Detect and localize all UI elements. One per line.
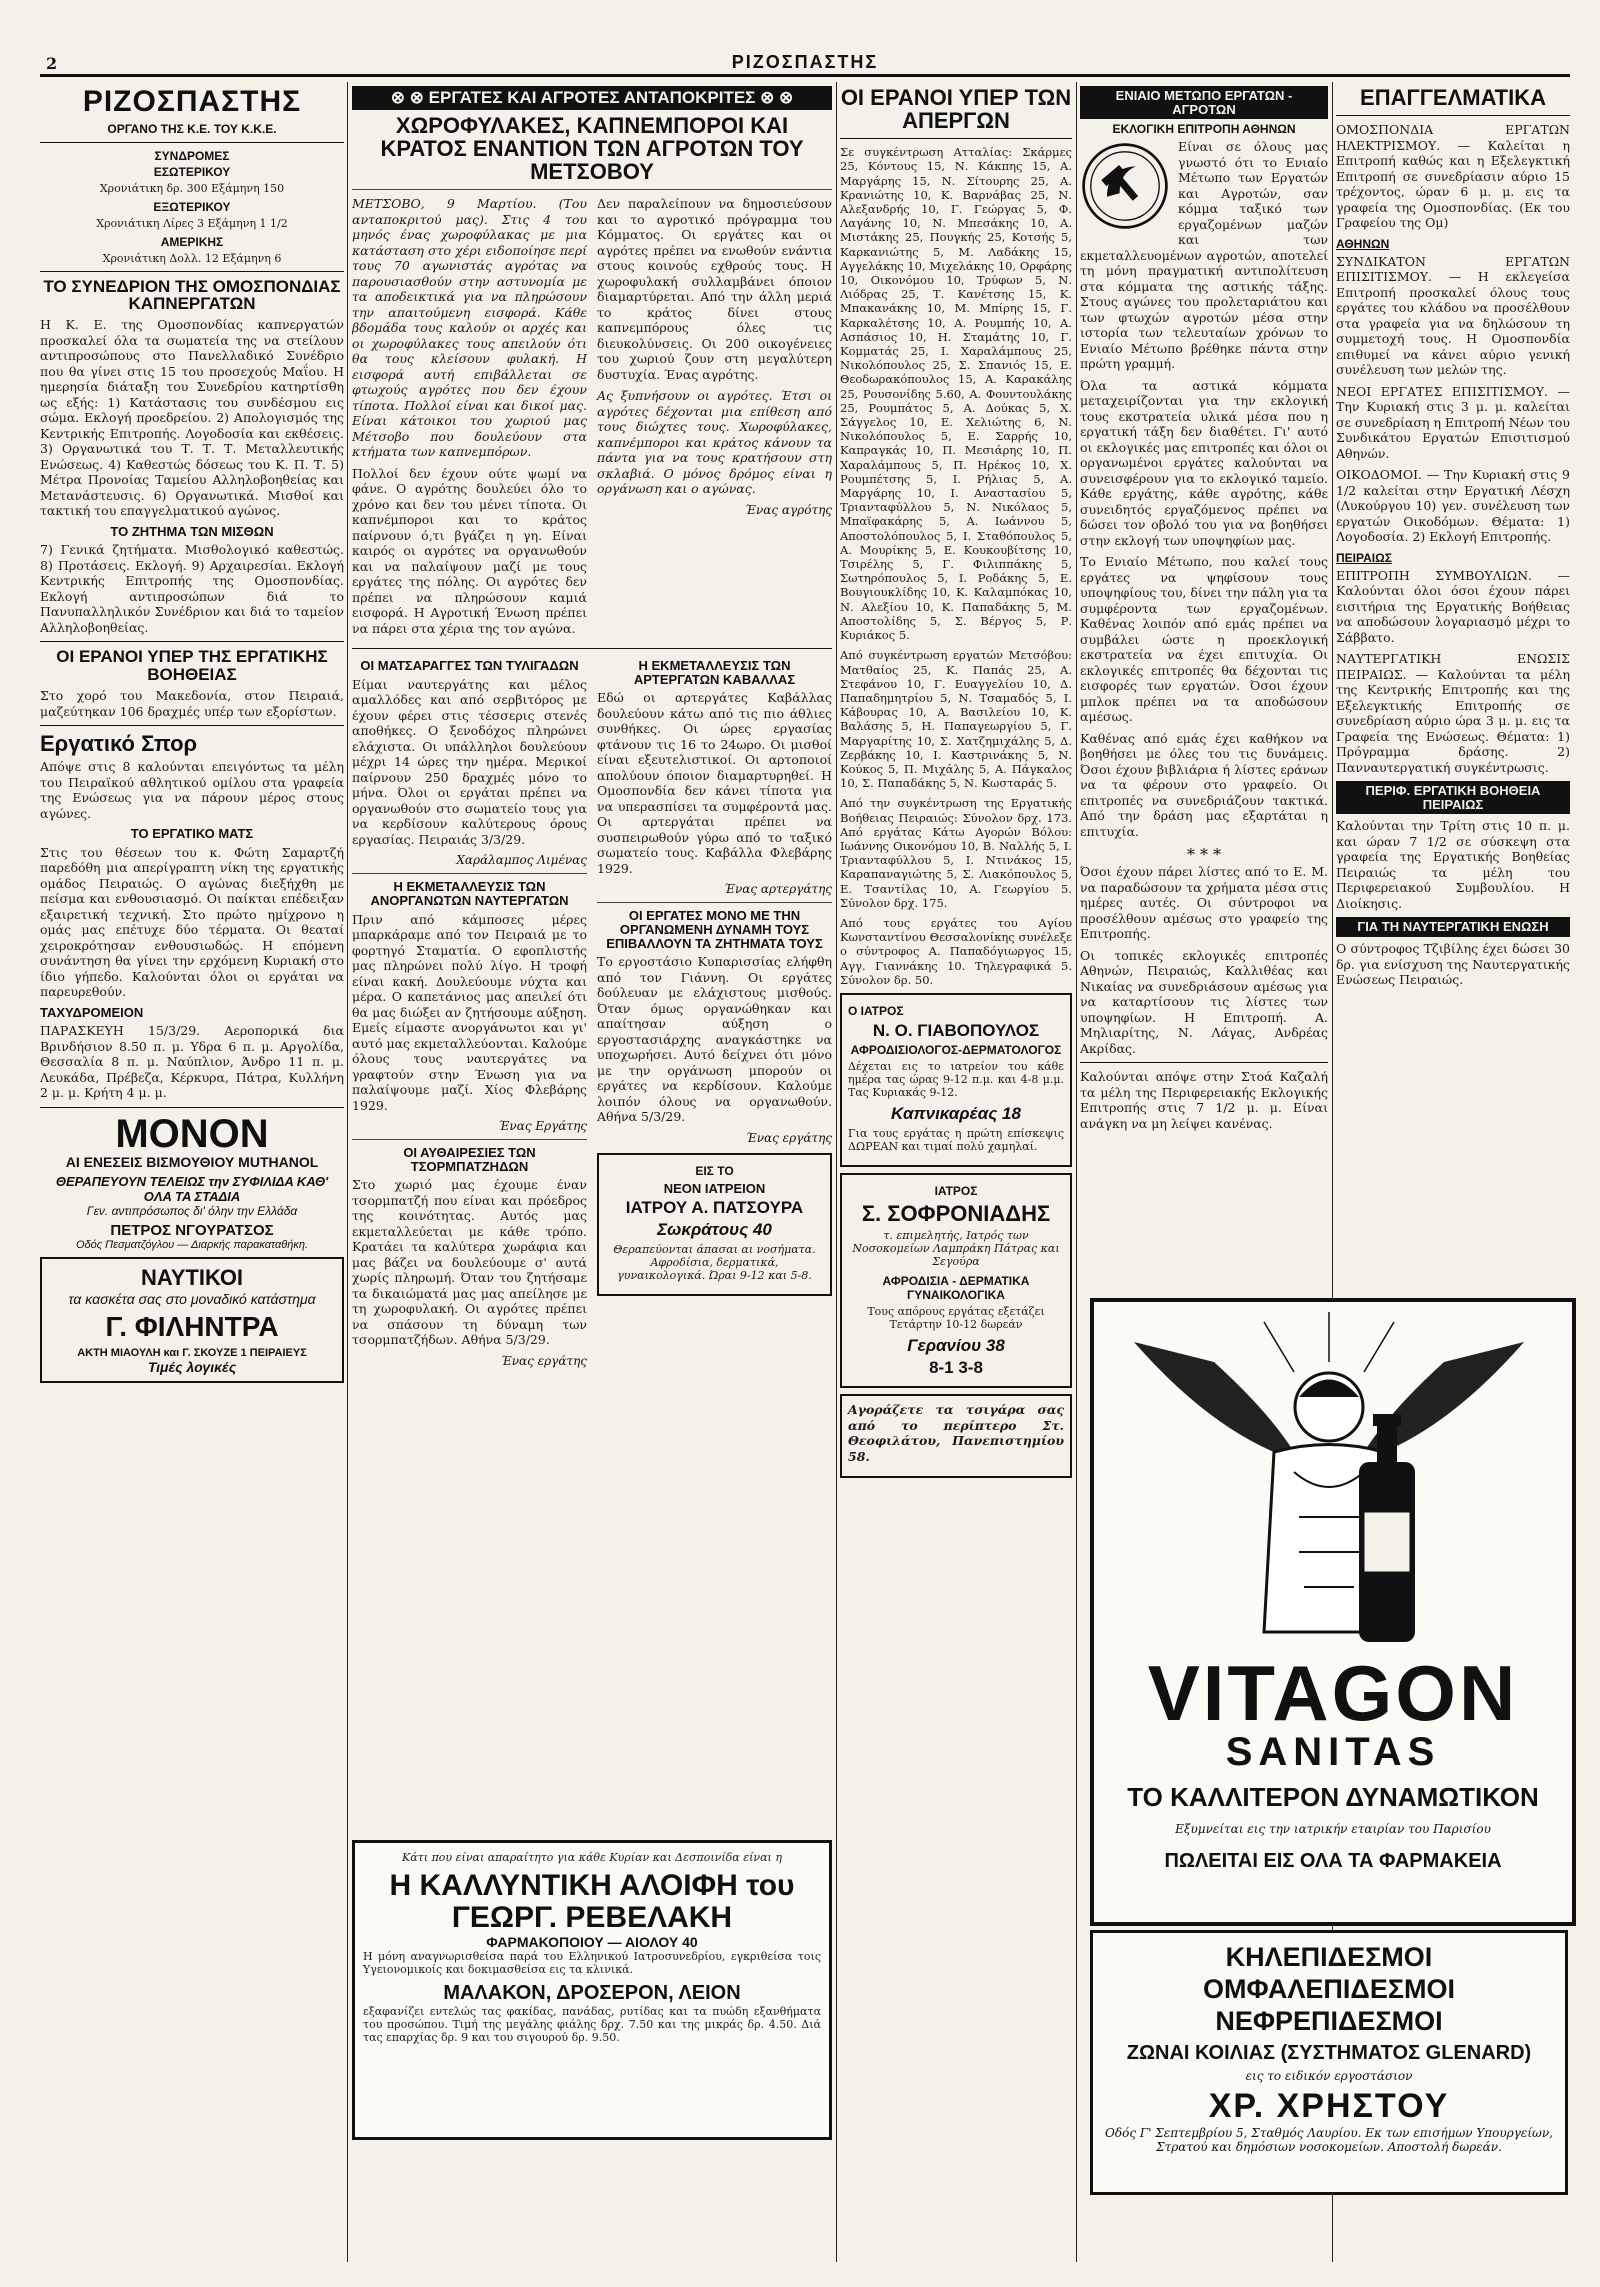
article-heading: ΤΟ ΣΥΝΕΔΡΙΟΝ ΤΗΣ ΟΜΟΣΠΟΝΔΙΑΣ ΚΑΠΝΕΡΓΑΤΩΝ [43,276,341,314]
signature: Ένας αγρότης [745,502,832,517]
section-heading: ΕΠΑΓΓΕΛΜΑΤΙΚΑ [1360,85,1546,110]
vitagon-ad [1090,1298,1576,1926]
ad-text: ΑΙ ΕΝΕΣΕΙΣ ΒΙΣΜΟΥΘΙΟΥ MUTHANOL [65,1153,319,1170]
truss-ad [1090,1930,1568,2195]
ad-text: Τιμές λογικές [147,1358,237,1375]
ad-text: Γερανίου 38 [907,1335,1005,1355]
article-body: Πολλοί δεν έχουν ούτε ψωμί να φάνε. Ο αγρότης δουλεύει όλο το χρόνο και δεν του μένει τίποτα. Οι καπνέμποροι και το κράτος παίρνουν ό,τι βγάζει η γη. Είναι καιρός οι αγρότες να οργανωθούν και να παλαίψουν μαζί με τους εργάτες της πόλης. Οι αγρότες δεν πρέπει να πληρώσουν καμιά εισφορά. Η Αγροτική Ένωση πρέπει να πάρει στα χέρια της τον αγώνα. [352,465,587,636]
kiosk-ad [840,1394,1072,1478]
ad-text: ΑΚΤΗ ΜΙΑΟΥΛΗ και Γ. ΣΚΟΥΖΕ 1 ΠΕΙΡΑΙΕΥΣ [77,1346,307,1359]
ad-text: ΖΩΝΑΙ ΚΟΙΛΙΑΣ (ΣΥΣΤΗΜΑΤΟΣ GLENARD) [1126,2042,1532,2064]
notice-body: ΝΕΟΙ ΕΡΓΑΤΕΣ ΕΠΙΣΙΤΙΣΜΟΥ. — Την Κυριακή στις 3 μ. μ. καλείται σε συνεδρίαση η Επιτροπή Νέων του Συνδικάτου Εργατών Επισιτισμού Αθηνών. [1336,383,1570,461]
ad-text: ΝΕΟΝ ΙΑΤΡΕΙΟΝ [663,1180,766,1196]
column-rule [347,82,348,2262]
signature: Ένας εργάτης [500,1353,587,1368]
donation-list: Από την συγκέντρωση της Εργατικής Βοήθειας Πειραιώς: Σύνολον δρχ. 173. Από εργάτας Κάτω Αγορών Βόλου: Ιωάννης Οικονόμου 10, Β. Ναλλής 5, Ι. Τριανταφύλλου 5, Ι. Ντινάκος 15, Καραπαναγιώτης 5, Σ. Λιακόπουλος 5, Ε. Τσαντίλας 10, Α. Γεωργίου 5. Σύνολον δρχ. 175. [840,796,1072,910]
notice-body: ΝΑΥΤΕΡΓΑΤΙΚΗ ΕΝΩΣΙΣ ΠΕΙΡΑΙΩΣ. — Καλούνται τα μέλη της Κεντρικής Επιτροπής και της Εξελεγκτικής Επιτροπής σε συνεδρίαση αύριο ώρα 3 μ. μ. εις τα Γραφεία της Ενώσεως. Θέματα: 1) Πρόγραμμα δράσης. 2) Πανναυτεργατική συγκέντρωσις. [1336,651,1570,775]
subscriptions-heading: ΣΥΝΔΡΟΜΕΣ [154,148,230,163]
article-heading: ΤΑΧΥΔΡΟΜΕΙΟΝ [40,1004,144,1020]
column-3 [840,82,1072,2262]
article-body: ΜΕΤΣΟΒΟ, 9 Μαρτίου. (Του ανταποκριτού μας). Στις 4 του μηνός ένας χωροφύλακας με μια κατάσταση στο χέρι ειδοποίησε περί τους 70 αγωνιστάς αγρότας να παρουσιασθούν στην αστυνομία με τα αποδεικτικά για να πληρώσουν την απαιτούμενη εισφορά. Κάθε βδομάδα τους καλούν οι αρχές και οι χωροφύλακες τους απειλούν ότι θα τους κλείσουν φυλακή. Η εισφορά αυτή επιβάλλεται σε φτωχούς αγρότες που δεν έχουν τίποτα. Πολλοί είναι και δικοί μας. Είναι κάτοικοι του χωριού μας Μέτσοβο που δουλεύουν στα κτήματα των καπνεμπόρων. [352,196,587,460]
athlete-illustration [1094,1302,1564,1652]
signature: Ένας εργάτης [745,1130,832,1145]
section-subheading: ΠΕΙΡΑΙΩΣ [1336,550,1392,565]
ad-text: εις το ειδικόν εργοστάσιον [1245,2069,1413,2083]
notice-body: ΟΜΟΣΠΟΝΔΙΑ ΕΡΓΑΤΩΝ ΗΛΕΚΤΡΙΣΜΟΥ. — Καλείται η Επιτροπή καθώς και η Εξελεγκτική Επιτροπή σε συνεδρίασιν αύριο 15 τρέχοντος, ώραν 6 μ. μ. εις τα γραφεία της Ομοσπονδίας. (Εκ του Γραφείου της Ομ) [1336,122,1570,231]
subs-abroad-text: Χρονιάτικη Λίρες 3 Εξάμηνη 1 1/2 [96,216,288,230]
section-heading: ΟΙ ΕΡΑΝΟΙ ΥΠΕΡ ΤΩΝ ΑΠΕΡΓΩΝ [840,85,1072,134]
article-body: Όσοι έχουν πάρει λίστες από το Ε. Μ. να παραδώσουν τα χρήματα μέσα στις ημέρες αυτές. Οι σύντροφοι να προσέλθουν αμέσως στο γραφείο της Επιτροπής. [1080,864,1328,942]
separator-stars: * * * [1186,845,1222,865]
ad-text: Αγοράζετε τα τσιγάρα σας από το περίπτερο Στ. Θεοφιλάτου, Πανεπιστημίου 58. [848,1402,1064,1464]
column-rule [836,82,837,2262]
ad-text: Οδός Γ' Σεπτεμβρίου 5, Σταθμός Λαυρίου. Εκ των επισήμων Υπουργείων, Στρατού και δημόσιων νοσοκομείων. Αποστολή δωρεάν. [1105,2126,1553,2154]
ad-text: ΠΩΛΕΙΤΑΙ ΕΙΣ ΟΛΑ ΤΑ ΦΑΡΜΑΚΕΙΑ [1164,1850,1502,1872]
article-body: Καλούνται απόψε στην Στοά Καζαλή τα μέλη της Περιφερειακής Εκλογικής Επιτροπής στις 7 1/2 μ. μ. Είναι ανάγκη να μη λείψει κανένας. [1080,1069,1328,1131]
section-subheading: ΕΚΛΟΓΙΚΗ ΕΠΙΤΡΟΠΗ ΑΘΗΝΩΝ [1112,122,1296,137]
ad-text: Κάτι που είναι απαραίτητο για κάθε Κυρίαν και Δεσποινίδα είναι η [402,1851,782,1864]
donation-list: Σε συγκέντρωση Ατταλίας: Σκάρμες 25, Κόντους 15, Ν. Κάκπης 15, Α. Μαργάρης 15, Ν. Σίτουρης 25, Α. Κρανιώτης 10, Κ. Βαρνάβας 25, Ν. Αλεξανδρής 10, Γ. Γεώργας 5, Φ. Λαγάνης 10, Ν. Μπεσάκης 10, Α. Μιστάκης 25, Πουγκής 25, Κοτσής 5, Καρκανιώτης 5, Μ. Λαδάκης 15, Αγγελάκης 10, Μιχελάκης 10, Ορφάρης 10, Οικονόμου 10, Τρύφων 5, Ν. Λιόδρας 25, Τ. Κανέτσης 15, Κ. Μπακανάκης 10, Μ. Μπίρης 15, Γ. Καρκαλέτσης 10, Α. Ρουμπής 10, Α. Ασπάσιος 10, Η. Σταμάτης 10, Γ. Κομματάς 25, Ι. Χαραλάμπους 25, Νικολόπουλος 25, Σ. Σπανιός 15, Ε. Θεοδωρακόπουλος 15, Α. Καρακάλης 25, Ρουσονίδης 5.60, Α. Φουντουλάκης 25, Ρουμπάτος 5, Α. Δούκας 5, Χ. Σάγγελος 10, Ε. Χελιώτης 6, Ν. Νικολόπουλος 5, Ε. Σαρρής 10, Καπραγκάς 10, Π. Μεσιάρης 10, Π. Χαραλάμπους 5, Π. Ηρέκος 10, Χ. Ρουμπέτσης 5, Ι. Ρήλιας 5, Α. Μαργάρης 10, Ι. Αναστασίου 5, Τριανταφύλλου 5, Ν. Νικόλαος 5, Μπαϊφακάρης 5, Α. Ιωάννου 5, Αποστολόπουλος 5, Ι. Σταθόπουλος 5, Α. Μουρίκης 5, Ε. Κουκουβίτσης 10, Τσιρέλης 5, Γ. Φιλιππάκης 5, Σωτηρόπουλος 5, Ι. Ροδάκης 5, Ε. Βουγιουκλίδης 10, Κ. Καλαμπόκας 10, Ν. Αλεξίου 10, Κ. Παπαδάκης 5, Μ. Αποστολίδης 5, Σ. Βέργος 5, Ρ. Κυριάκος 5. [840,145,1072,643]
article-body: Καθένας από εμάς έχει καθήκον να βοηθήσει με όλες του τις δυνάμεις. Όσοι έχουν βιβλιάρια ή λίστες εράνων να τα φέρουν στο γραφείο. Οι επιτροπές να συνεδριάζουν τακτικά. Από την δράση μας εξαρτάται η επιτυχία. [1080,730,1328,839]
article-body: Η Κ. Ε. της Ομοσπονδίας καπνεργατών προσκαλεί όλα τα σωματεία της να στείλουν αντιπροσώπους στο Πανελλαδικό Συνέδριο που θα γίνει στις 15 του προσεχούς Μαΐου. Η ημερησία διάταξη του Συνεδρίου κατηρτίσθη ως εξής: 1) Κατάστασις του συνδέσμου εις σώμα. Εκλογή προεδρείου. 2) Απολογισμός της Κεντρικής Επιτροπής. Λογοδοσία και εκθέσεις. 3) Οργανωτικά του Τ. Τ. Τ. Μεταλλευτικής Ενώσεως. 4) Καθεστώς δόσεως του Κ. Π. Τ. 5) Μέτρα Προνοίας Ταμείου Αλληλοβοηθείας και Μετανάστευσις. 6) Οργανωτικά. Μισθοί και τακτική του επαγγελματικού αγώνος. [40,317,344,519]
article-body: Το Ενιαίο Μέτωπο, που καλεί τους εργάτες να ψηφίσουν τους υποψηφίους του, δίνει την πάλη για τα συμφέροντα των εργαζομένων. Καθένας λοιπόν από εμάς πρέπει να συμβάλει ώστε η προεκλογική εκστρατεία να έχει επιτυχία. Οι εκλογικές επιτροπές θα δέχονται τις εισφορές των εργατών. Όσοι έχουν μπλοκ πρέπει να τα αποδώσουν αμέσως. [1080,554,1328,725]
ad-text: ΟΜΦΑΛΕΠΙΔΕΣΜΟΙ [1202,1974,1456,2004]
article-body: Είμαι ναυτεργάτης και μέλος αμαλλόδες και από σερβιτόρος με έχουν φέρει στις τέσσερις στενές αποθήκες. Ο ξενοδόχος πληρώνει ελάχιστα. Οι υπάλληλοι δουλεύουν μέχρι 14 ώρες την ημέρα. Μερικοί παίρνουν 250 δραχμές μόνο το μήνα. Όλοι οι εργάται πρέπει να οργανωθούν στο σωματείο τους για να κερδίσουν καλύτερους όρους εργασίας. Πειραιάς 3/3/29. [352,676,587,847]
ad-text: ΦΑΡΜΑΚΟΠΟΙΟΥ — ΑΙΟΛΟΥ 40 [486,1934,698,1950]
subs-inland-label: ΕΣΩΤΕΡΙΚΟΥ [153,164,231,179]
ad-text: ΑΦΡΟΔΙΣΙΟΛΟΓΟΣ-ΔΕΡΜΑΤΟΛΟΓΟΣ [850,1042,1062,1057]
ad-text: ΝΑΥΤΙΚΟΙ [140,1264,244,1290]
ad-text: Γ. ΦΙΛΗΝΤΡΑ [105,1310,279,1342]
notice-body: Ο σύντροφος Τζιβίλης έχει δώσει 30 δρ. για ενίσχυση της Ναυτεργατικής Ενώσεως Πειραιώς. [1336,941,1570,988]
main-headline: ΧΩΡΟΦΥΛΑΚΕΣ, ΚΑΠΝΕΜΠΟΡΟΙ ΚΑΙ ΚΡΑΤΟΣ ΕΝΑΝΤΙΟΝ ΤΩΝ ΑΓΡΟΤΩΝ ΤΟΥ ΜΕΤΣΟΒΟΥ [380,112,804,185]
article-body: Το εργοστάσιο Κυπαρισσίας ελήφθη από τον Γιάννη. Οι εργάτες δούλευαν με ελάχιστους μισθούς. Όταν όμως οργανώθηκαν και απαίτησαν αύξηση ο εργοστασιάρχης αναγκάστηκε να υποχωρήσει. Αυτό δείχνει ότι μόνο με την οργάνωση μπορούν οι εργάτες να κερδίσουν. Καλούμε λοιπόν όλους να οργανωθούν. Αθήνα 5/3/29. [597,954,832,1125]
notice-body: ΟΙΚΟΔΟΜΟΙ. — Την Κυριακή στις 9 1/2 καλείται στην Εργατική Λέσχη (Λυκούργου 10) γεν. συνέλευση των εργατών Οικοδόμων. Θέματα: 1) Λογοδοσία. 2) Εκλογή Επιτροπής. [1336,467,1570,545]
article-body: Είναι σε όλους μας γνωστό ότι το Ενιαίο Μέτωπο των Εργατών και Αγροτών, σαν κόμμα ταξικό των εργαζομένων μαζών και των εκμεταλλευομένων αγροτών, αποτελεί τη μόνη πραγματική αντιπολίτευση στα κόμματα της αστικής τάξης. Στους αγώνες του προλεταριάτου και των φτωχών αγροτών μέσα στην ιστορία των τελευταίων χρόνων το Ενιαίο Μέτωπο βρέθηκε πάντα στην πρώτη γραμμή. [1080,139,1328,372]
ad-text: ΙΑΤΡΟΥ Α. ΠΑΤΣΟΥΡΑ [625,1198,804,1218]
column-rule [1076,82,1077,2262]
doctor-ad [840,993,1072,1167]
filintra-ad [40,1257,344,1383]
signature: Ένας αρτεργάτης [724,882,832,897]
article-body: Ας ξυπνήσουν οι αγρότες. Έτσι οι αγρότες δέχονται μια επίθεση από τους διώχτες τους. Χωροφύλακες, καπνέμποροι και κράτος κάνουν τα πάντα για να τους κρατήσουν στη σκλαβιά. Ο μόνος δρόμος είναι η οργάνωση και ο αγώνας. [597,388,832,497]
ad-text: τα κασκέτα σας στο μοναδικό κατάστημα [68,1290,316,1307]
masthead-bar [40,52,1570,77]
brand-line-2: SANITAS [1225,1730,1441,1774]
ad-text: Καπνικαρέας 18 [891,1103,1021,1123]
article-heading: Η ΕΚΜΕΤΑΛΛΕΥΣΙΣ ΤΩΝ ΑΝΟΡΓΑΝΩΤΩΝ ΝΑΥΤΕΡΓΑΤΩΝ [370,879,569,908]
ad-text: ΕΙΣ ΤΟ [695,1163,734,1178]
donation-list: Από τους εργάτες του Αγίου Κωνσταντίνου Θεσσαλονίκης συνέλεξε ο σύντροφος Α. Παπαδόγιωργος 15, Αγγ. Γιαννάκης 10. Τηλεγραφικά 5. Σύνολον δρ. 50. [840,915,1072,987]
muthanol-ad [40,1111,344,1251]
brand-name [1112,1649,1554,1774]
ad-text: Ν. Ο. ΓΙΑΒΟΠΟΥΛΟΣ [872,1020,1040,1040]
article-heading: Η ΕΚΜΕΤΑΛΛΕΥΣΙΣ ΤΩΝ ΑΡΤΕΡΓΑΤΩΝ ΚΑΒΑΛΛΑΣ [633,658,796,687]
article-body: 7) Γενικά ζητήματα. Μισθολογικό καθεστώς. 8) Προτάσεις. Εκλογή. 9) Αρχαιρεσίαι. Εκλογή Κεντρικής Επιτροπής της Ομοσπονδίας. Εκλογή αντιπροσώπων διά το Πανυπαλληλικόν Συνέδριον και διά το ταμείον Αλληλοβοηθείας. [40,542,344,635]
article-body: Στο χορό του Μακεδονία, στον Πειραιά, μαζεύτηκαν 106 δραχμές υπέρ των εξορίστων. [40,688,344,719]
section-banner: ⊗ ⊗ ΕΡΓΑΤΕΣ ΚΑΙ ΑΓΡΟΤΕΣ ΑΝΤΑΠΟΚΡΙΤΕΣ ⊗ ⊗ [352,86,832,110]
section-banner: ΓΙΑ ΤΗ ΝΑΥΤΕΡΓΑΤΙΚΗ ΕΝΩΣΗ [1336,917,1570,937]
clinic-ad [597,1153,832,1296]
ad-text: ΝΕΦΡΕΠΙΔΕΣΜΟΙ [1215,2006,1443,2036]
subs-america-text: Χρονιάτικη Δολλ. 12 Εξάμηνη 6 [102,251,282,265]
article-heading: ΤΟ ΖΗΤΗΜΑ ΤΩΝ ΜΙΣΘΩΝ [110,523,274,539]
ad-text: Δέχεται εις το ιατρείον του κάθε ημέρα τας ώρας 9-12 π.μ. και 4-8 μ.μ. Τας Κυριακάς 9-12. [848,1059,1064,1099]
signature: Χαράλαμπος Λιμένας [456,853,587,868]
ad-text: 8-1 3-8 [929,1357,983,1377]
subs-america-label: ΑΜΕΡΙΚΗΣ [160,234,224,249]
section-subheading: ΑΘΗΝΩΝ [1336,236,1390,251]
article-heading: ΟΙ ΜΑΤΣΑΡΑΓΓΕΣ ΤΩΝ ΤΥΛΙΓΑΔΩΝ [360,658,579,674]
article-body: Οι τοπικές εκλογικές επιτροπές Αθηνών, Πειραιώς, Καλλιθέας και Νικαίας να συνεδριάσουν αμέσως για να καταρτίσουν τις λίστες των υποψηφίων. Η Επιτροπή. Α. Μηλιαρίτης, Ν. Λάγας, Ανδρέας Ακρίδας. [1080,947,1328,1056]
ad-text: ΘΕΡΑΠΕΥΟΥΝ ΤΕΛΕΙΩΣ την ΣΥΦΙΛΙΔΑ ΚΑΘ' ΟΛΑ ΤΑ ΣΤΑΔΙΑ [55,1173,329,1204]
ad-headline: Η ΚΑΛΛΥΝΤΙΚΗ ΑΛΟΙΦΗ του ΓΕΩΡΓ. ΡΕΒΕΛΑΚΗ [389,1869,795,1934]
page-number: 2 [40,54,63,73]
ad-text: εξαφανίζει εντελώς τας φακίδας, πανάδας, ρυτίδας και τα πυώδη εξανθήματα του προσώπου. Τιμή της μεγάλης φιάλης δρχ. 7.50 και της μικράς δρ. 4.50. Διά τας επαρχίας δρ. 9 και του σιγουρού δρ. 9.50. [363,2005,821,2044]
paper-subtitle: ΟΡΓΑΝΟ ΤΗΣ Κ.Ε. ΤΟΥ Κ.Κ.Ε. [107,121,277,136]
hammer-sickle-emblem [1080,141,1170,231]
ad-text: ΜΟΝΟΝ [115,1111,269,1156]
ad-text: Θεραπεύονται άπασαι αι νοσήματα. Αφροδίσια, δερματικά, γυναικολογικά. Ώραι 9-12 και 5-8. [613,1243,816,1283]
section-banner: ΕΝΙΑΙΟ ΜΕΤΩΠΟ ΕΡΓΑΤΩΝ - ΑΓΡΟΤΩΝ [1080,86,1328,119]
article-heading: ΟΙ ΑΥΘΑΙΡΕΣΙΕΣ ΤΩΝ ΤΣΟΡΜΠΑΤΖΗΔΩΝ [403,1145,536,1174]
ad-text: Γεν. αντιπρόσωπος δι' όλην την Ελλάδα [86,1203,298,1218]
ad-text: Σωκράτους 40 [657,1220,772,1240]
ad-text: Εξυμνείται εις την ιατρικήν εταιρίαν του Παρισίου [1175,1822,1491,1836]
signature: Ένας Εργάτης [498,1119,587,1134]
article-body: Στις του θέσεων του κ. Φώτη Σαμαρτζή παρεδόθη μια απερίγραπτη νίκη της εργατικής ομάδος Πειραιώς. Ο αγώνας διεξήχθη με πείσμα και ενθουσιασμό. Οι παίκται επέδειξαν εξαιρετική τεχνική. Στο πρώτο ημίχρονο η ομάς μας επέτυχε δύο τέρματα. Οι θεαταί χειροκρότησαν ενθουσιωδώς. Η επόμενη συνάντηση θα γίνει την ερχόμενη Κυριακή στο ίδιο γήπεδο. Καλούνται όλοι οι εργάται να παρευρεθούν. [40,844,344,1000]
brand-line-1: VITAGON [1147,1649,1519,1737]
revelakis-ad [352,1840,832,2140]
donation-list: Από συγκέντρωση εργατών Μετσόβου: Ματθαίος 25, Κ. Παπάς 25, Α. Στεφάνου 10, Γ. Ευαγγελίου 10, Δ. Παπαδημητρίου 5, Ν. Τσαμαδός 5, Ι. Κάβουρας 10, Α. Βασιλείου 10, Κ. Βαλάσης 5, Η. Παπαγεωργίου 5, Γ. Μαργαρίτης 10, Σ. Χατζημιχάλης 5, Δ. Ζερβάκης 10, Ι. Καστρινάκης 5, Ν. Κούκος 5, Π. Μιχάλης 5, Α. Πάγκαλος 10, Σ. Παπαδάκης 5, Ν. Κωσταράς 5. [840,648,1072,791]
section-heading: Εργατικό Σπορ [40,731,198,757]
column-1 [40,82,344,2262]
article-body: Εδώ οι αρτεργάτες Καβάλλας δουλεύουν κάτω από τις πιο άθλιες συνθήκες. Οι ώρες εργασίας φτάνουν τις 16 το 24ωρο. Οι μισθοί είναι εξευτελιστικοί. Οι αρτοποιοί απολύουν όποιον διαμαρτυρηθεί. Η Ομοσπονδία δεν κάνει τίποτα για να υπερασπίσει τα συμφέροντά μας. Οι αρτεργάται πρέπει να συσπειρωθούν γύρω από το ταξικό σωματείο τους. Καβάλλα Φλεβάρης 1929. [597,690,832,876]
ad-text: Τους απόρους εργάτας εξετάζει Τετάρτην 10-12 δωρεάν [867,1304,1045,1331]
article-body: Πριν από κάμποσες μέρες μπαρκάραμε από τον Πειραιά με το φορτηγό Σταματία. Ο εφοπλιστής μας πληρώνει πολύ λίγο. Η τροφή είναι κακή. Δουλεύουμε νύχτα και μέρα. Ο καπετάνιος μας απειλεί ότι θα μας διώξει αν ζητήσουμε αύξηση. Εμείς είμαστε ανοργάνωτοι και γι' αυτό μας εκμεταλλεύονται. Καλούμε όλους τους ναυτεργάτες να γραφτούν στην Ένωση για να παλαίψουμε μαζί. Χίος Φλεβάρης 1929. [352,911,587,1113]
ad-text: τ. επιμελητής, Ιατρός των Νοσοκομείων Λαμπράκη Πάτρας και Σεγούρα [852,1228,1060,1268]
article-heading: ΟΙ ΕΡΓΑΤΕΣ ΜΟΝΟ ΜΕ ΤΗΝ ΟΡΓΑΝΩΜΕΝΗ ΔΥΝΑΜΗ ΤΟΥΣ ΕΠΙΒΑΛΛΟΥΝ ΤΑ ΖΗΤΗΜΑΤΑ ΤΟΥΣ [606,908,823,951]
section-banner: ΠΕΡΙΦ. ΕΡΓΑΤΙΚΗ ΒΟΗΘΕΙΑ ΠΕΙΡΑΙΩΣ [1336,781,1570,814]
ad-text: ΠΕΤΡΟΣ ΝΓΟΥΡΑΤΣΟΣ [110,1221,274,1239]
article-body: Στο χωριό μας έχουμε έναν τσορμπατζή που είναι και πρόεδρος της κοινότητας. Αυτός μας εκμεταλλεύεται με κάθε τρόπο. Κρατάει τα καλύτερα χωράφια και μας βάζει να δουλεύουμε σ' αυτά χωρίς πληρωμή. Όταν του ζητήσαμε τα δικαιώματά μας μας απείλησε με τη χωροφυλακή. Οι αγρότες πρέπει να σπάσουν τη δύναμη των τσορμπατζήδων. Αθήνα 5/3/29. [352,1177,587,1348]
article-body: Απόψε στις 8 καλούνται επειγόντως τα μέλη του Πειραϊκού αθλητικού ομίλου στα γραφεία της Ενώσεως για να πάρουν μέρος στους αγώνες. [40,759,344,821]
ad-text: ΑΦΡΟΔΙΣΙΑ - ΔΕΡΜΑΤΙΚΑ ΓΥΝΑΙΚΟΛΟΓΙΚΑ [882,1273,1030,1302]
notice-body: Καλούνται την Τρίτη στις 10 π. μ. και ώραν 7 1/2 σε σύσκεψη στα γραφεία της Εργατικής Βοηθείας Πειραιώς τα μέλη του Περιφερειακού Συμβουλίου. Η Διοίκησις. [1336,818,1570,911]
ad-text: Σ. ΣΟΦΡΟΝΙΑΔΗΣ [861,1200,1051,1226]
article-heading: ΟΙ ΕΡΑΝΟΙ ΥΠΕΡ ΤΗΣ ΕΡΓΑΤΙΚΗΣ ΒΟΗΘΕΙΑΣ [56,647,328,685]
subs-inland-text: Χρονιάτικη δρ. 300 Εξάμηνη 150 [99,181,285,195]
paper-name: ΡΙΖΟΣΠΑΣΤΗΣ [724,52,886,73]
notice-body: ΣΥΝΔΙΚΑΤΟΝ ΕΡΓΑΤΩΝ ΕΠΙΣΙΤΙΣΜΟΥ. — Η εκλεγείσα Επιτροπή προσκαλεί όλους τους εργάτες του κλάδου να προσέλθουν στα γραφεία για να δηλώσουν τη συμμετοχή τους. Η Ομοσπονδία επιθυμεί να κάνει αύριο γενική συνέλευση των μελών της. [1336,253,1570,378]
ad-text: ΙΑΤΡΟΣ [934,1183,978,1198]
article-body: ΠΑΡΑΣΚΕΥΗ 15/3/29. Αεροπορικά δια Βρινδήσιον 8.50 π. μ. Υδρα 6 π. μ. Αργολίδα, Θεσσαλία 8 π. μ. Ναύπλιον, Άνδρο 11 π. μ. Λευκάδα, Πρέβεζα, Κέρκυρα, Πάτρα, Κυλλήνη 2 μ. μ. Κρήτη 4 μ. μ. [40,1023,344,1101]
ad-text: ΜΑΛΑΚΟΝ, ΔΡΟΣΕΡΟΝ, ΛΕΙΟΝ [443,1982,741,2004]
article-heading: ΤΟ ΕΡΓΑΤΙΚΟ ΜΑΤΣ [130,826,254,842]
subs-abroad-label: ΕΞΩΤΕΡΙΚΟΥ [153,199,231,214]
ad-text: Για τους εργάτας η πρώτη επίσκεψις ΔΩΡΕΑΝ και τιμαί πολύ χαμηλαί. [848,1126,1064,1153]
ad-tagline: ΤΟ ΚΑΛΛΙΤΕΡΟΝ ΔΥΝΑΜΩΤΙΚΟΝ [1127,1782,1539,1812]
notice-body: ΕΠΙΤΡΟΠΗ ΣΥΜΒΟΥΛΙΩΝ. — Καλούνται όλοι όσοι έχουν πάρει εισιτήρια της Εργατικής Βοήθειας να αποδώσουν λογαριασμό μέχρι το Σάββατο. [1336,567,1570,645]
ad-text: Οδός Πεσματζόγλου — Διαρκής παρακαταθήκη. [75,1238,309,1251]
article-body: Όλα τα αστικά κόμματα μεταχειρίζονται για την εκλογική τους εκστρατεία υλικά μέσα που η εργατική τάξη δεν διαθέτει. Γι' αυτό οι εκλογικές μας επιτροπές και όλοι οι οργανωμένοι εργάτες καλούνται να συνεισφέρουν για το εκλογικό ταμείο. Κάθε εργάτης, κάθε αγρότης, κάθε συνειδητός εργαζόμενος πρέπει να δώσει τον οβολό του για να βοηθήσει στην εκλογή των υποψηφίων μας. [1080,377,1328,548]
ad-text: ΚΗΛΕΠΙΔΕΣΜΟΙ [1225,1942,1433,1972]
ad-headline: ΧΡ. ΧΡΗΣΤΟΥ [1208,2087,1450,2125]
doctor-ad [840,1173,1072,1389]
ad-text: Ο ΙΑΤΡΟΣ [848,1003,904,1018]
article-body: Δεν παραλείπουν να δημοσιεύσουν και το αγροτικό πρόγραμμα του Κόμματος. Οι εργάτες και οι αγρότες πρέπει να ενωθούν ενάντια στους κοινούς εχθρούς τους. Η χωροφυλακή συλλαμβάνει όποιον διαμαρτύρεται. Από την άλλη μεριά το κράτος δίνει στους καπνεμπόρους όλες τις διευκολύνσεις. Οι 200 οικογένειες του χωριού ζουν στη μεγαλύτερη δυστυχία. Ένας αγρότης. [597,196,832,382]
ad-text: Η μόνη αναγνωρισθείσα παρά του Ελληνικού Ιατροσυνεδρίου, εγκριθείσα τοις Υγειονομικοίς και δοκιμασθείσα εις τα κλινικά. [363,1950,821,1976]
paper-title: ΡΙΖΟΣΠΑΣΤΗΣ [82,85,302,118]
